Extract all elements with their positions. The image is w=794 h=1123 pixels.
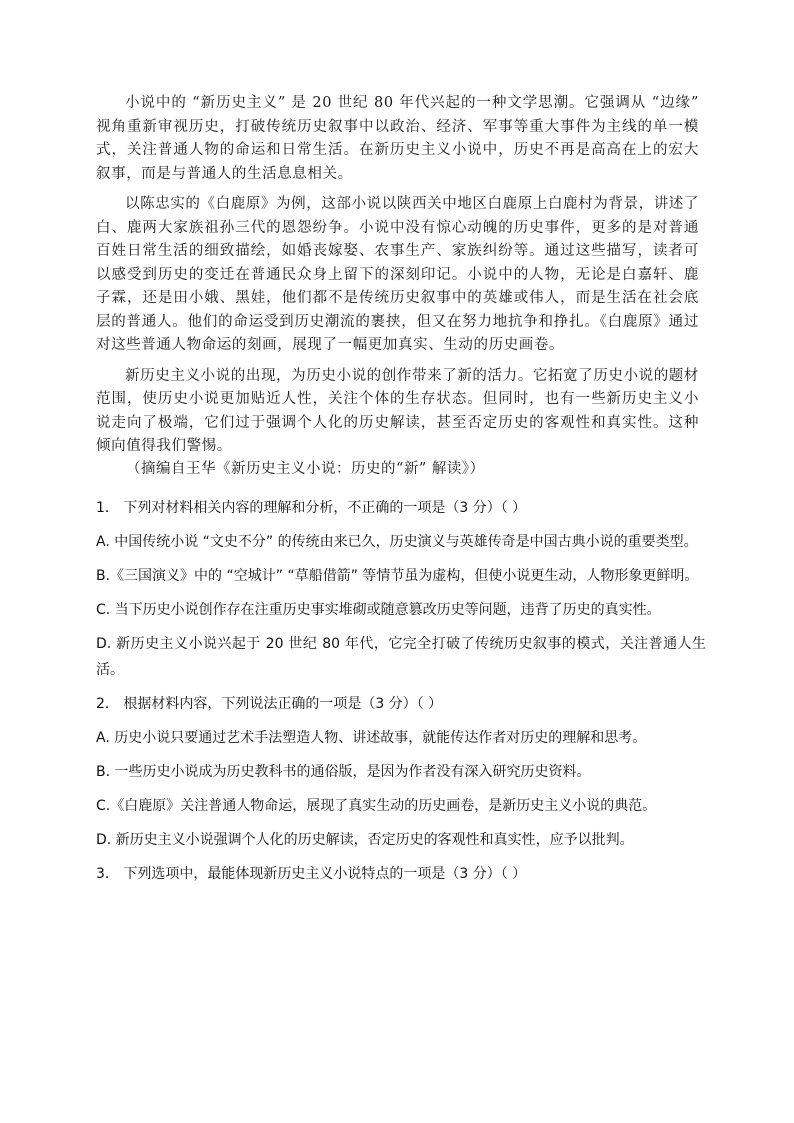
reading-passage [96, 92, 699, 466]
question-stem: 3． 下列选项中，最能体现新历史主义小说特点的一项是（3 分）（ ） [96, 866, 527, 882]
option-a: A. 中国传统小说 “文史不分” 的传统由来已久，历史演义与英雄传奇是中国古典小说的重要类型。 [96, 534, 698, 550]
passage-paragraph-1: 小说中的 “新历史主义” 是 20 世纪 80 年代兴起的一种文学思潮。它强调从 “边缘” 视角重新审视历史，打破传统历史叙事中以政治、经济、军事等重大事件为主线的单一模式，关注普通人物的命运和日常生活。在新历史主义小说中，历史不再是高高在上的宏大叙事，而是与普通人的生活息息相关。 [96, 95, 699, 182]
option-b: B.《三国演义》中的 “空城计” “草船借箭” 等情节虽为虚构，但使小说更生动，人物形象更鲜明。 [96, 568, 699, 584]
passage-paragraph-3: 新历史主义小说的出现，为历史小说的创作带来了新的活力。它拓宽了历史小说的题材范围，使历史小说更加贴近人性，关注个体的生存状态。但同时，也有一些新历史主义小说走向了极端，它们过于强调个人化的历史解读，甚至否定历史的客观性和真实性。这种倾向值得我们警惕。 [96, 367, 699, 454]
option-d: D. 新历史主义小说强调个人化的历史解读，否定历史的客观性和真实性，应予以批判。 [96, 832, 634, 848]
option-a: A. 历史小说只要通过艺术手法塑造人物、讲述故事，就能传达作者对历史的理解和思考。 [96, 730, 647, 746]
question-stem: 2． 根据材料内容，下列说法正确的一项是（3 分）（ ） [96, 696, 443, 712]
question-2 [96, 691, 706, 853]
option-c: C. 当下历史小说创作存在注重历史事实堆砌或随意篡改历史等问题，违背了历史的真实性。 [96, 602, 661, 618]
option-d: D. 新历史主义小说兴起于 20 世纪 80 年代，它完全打破了传统历史叙事的模式，关注普通人生活。 [96, 636, 706, 678]
question-1 [96, 495, 706, 683]
passage-paragraph-2: 以陈忠实的《白鹿原》为例，这部小说以陕西关中地区白鹿原上白鹿村为背景，讲述了白、鹿两大家族祖孙三代的恩怨纷争。小说中没有惊心动魄的历史事件，更多的是对普通百姓日常生活的细致描绘，如婚丧嫁娶、农事生产、家族纠纷等。通过这些描写，读者可以感受到历史的变迁在普通民众身上留下的深刻印记。小说中的人物，无论是白嘉轩、鹿子霖，还是田小娥、黑娃，他们都不是传统历史叙事中的英雄或伟人，而是生活在社会底层的普通人。他们的命运受到历史潮流的裹挟，但又在努力地抗争和挣扎。《白鹿原》通过对这些普通人物命运的刻画，展现了一幅更加真实、生动的历史画卷。 [96, 196, 699, 353]
passage-source-citation: （摘编自王华《新历史主义小说：历史的“新” 解读》） [126, 461, 485, 477]
option-c: C.《白鹿原》关注普通人物命运，展现了真实生动的历史画卷，是新历史主义小说的典范。 [96, 798, 657, 814]
question-list [96, 495, 706, 895]
question-3 [96, 861, 706, 887]
option-b: B. 一些历史小说成为历史教科书的通俗版，是因为作者没有深入研究历史资料。 [96, 764, 591, 780]
question-stem: 1． 下列对材料相关内容的理解和分析，不正确的一项是（3 分）（ ） [96, 500, 527, 516]
